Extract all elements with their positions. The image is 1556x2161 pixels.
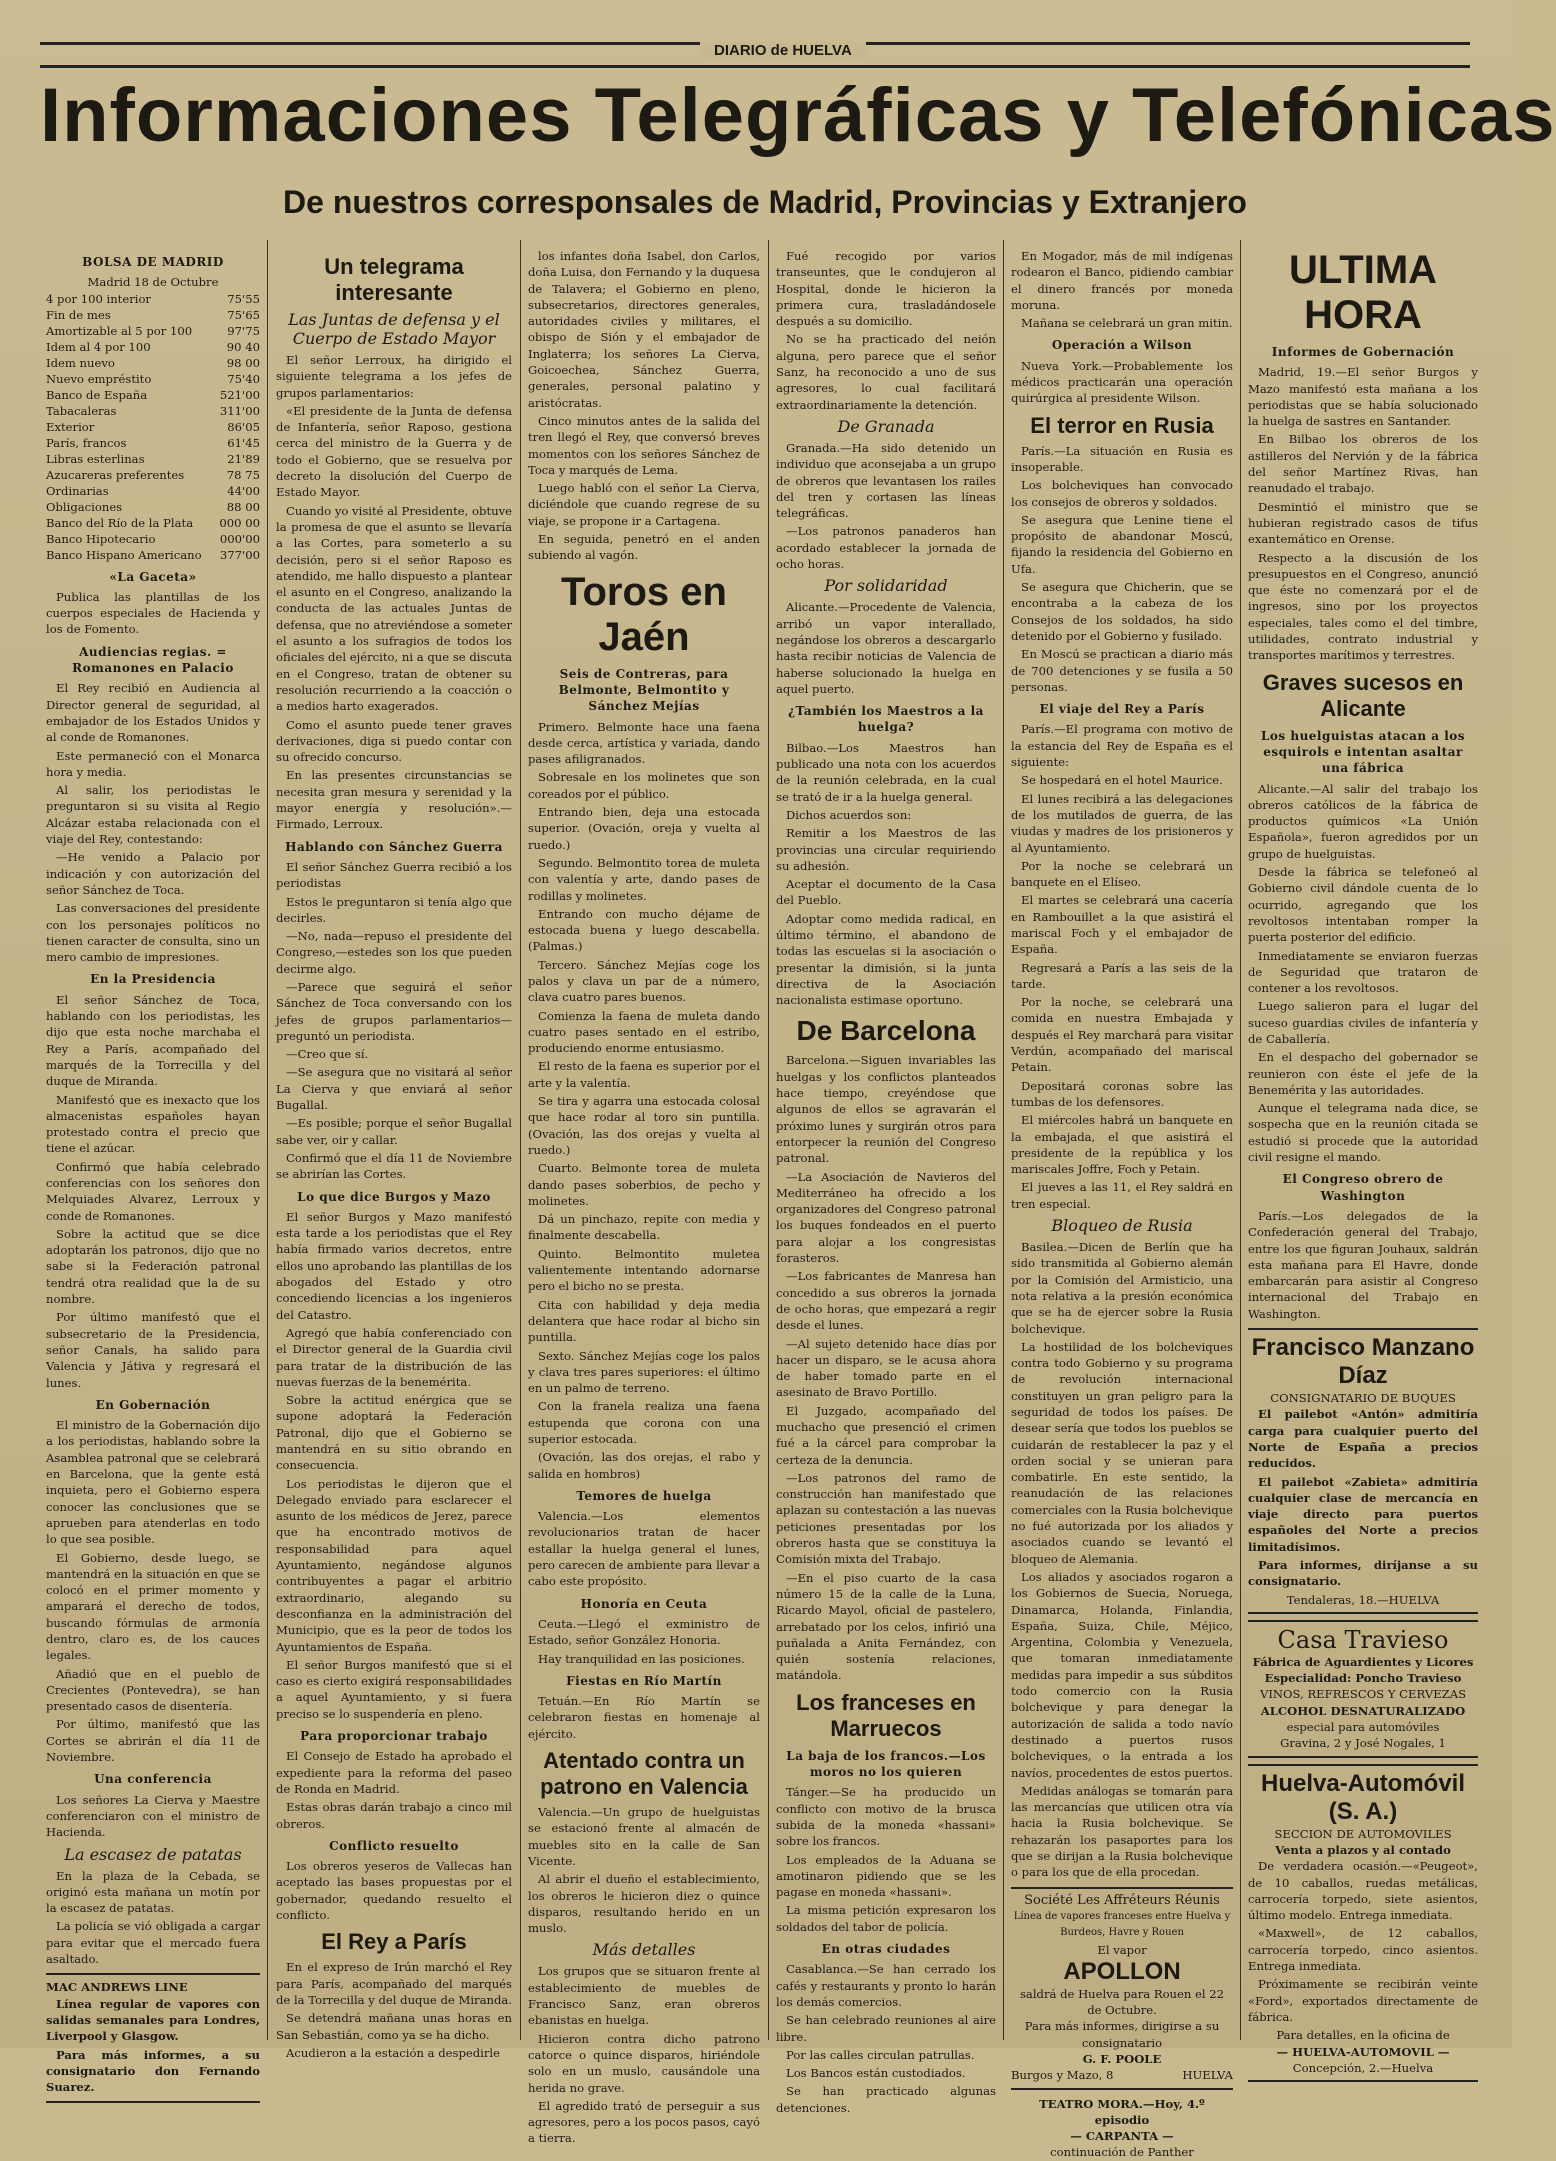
paragraph: El señor Lerroux, ha dirigido el siguiente telegrama a los jefes de grupos parlamentarios: [276, 353, 512, 400]
paragraph: No se ha practicado del neión alguna, pero parece que el señor Sanz, ha reconocido a uno de sus agresores, lo cual facilitará extraordinariamente la detención. [776, 332, 996, 412]
article-subheadline: Los huelguistas atacan a los esquirols e intentan asaltar una fábrica [1260, 728, 1466, 776]
quote-value: 86'05 [227, 419, 260, 434]
article-headline: De Barcelona [796, 1015, 976, 1047]
paragraph: los infantes doña Isabel, don Carlos, doña Luisa, don Fernando y la duquesa de Talavera; el Gobierno en pleno, subsecretarios, directores generales, autoridades civiles y militares, el obispo de Sión y el embajador de Inglaterra; los señores La Cierva, Goicoechea, Sánchez Guerra, generales, personal palatino y aristócratas. [528, 249, 760, 410]
paragraph: En el despacho del gobernador se reunieron con éste el jefe de la Benemérita y las autoridades. [1248, 1050, 1478, 1097]
quote-value: 78 75 [226, 467, 260, 482]
paragraph: Los Bancos están custodiados. [786, 2066, 966, 2081]
paragraph: Mañana se celebrará un gran mitin. [1021, 316, 1233, 331]
advertisement [1011, 1887, 1233, 2090]
paragraph: Línea regular de vapores con salidas semanales para Londres, Liverpool y Glasgow. [46, 1996, 260, 2044]
page-subheadline: De nuestros corresponsales de Madrid, Provincias y Extranjero [283, 184, 1247, 220]
paragraph: El jueves a las 11, el Rey saldrá en tren especial. [1011, 1180, 1233, 1211]
paragraph: Los obreros yeseros de Vallecas han aceptado las bases propuestas por el gobernador, quedando resuelto el conflicto. [276, 1859, 512, 1923]
paragraph: En seguida, penetró en el anden subiendo al vagón. [528, 532, 760, 563]
ad-city: HUELVA [1182, 2068, 1233, 2083]
quote-value: 311'00 [219, 403, 260, 418]
quote-label: Banco Hipotecario [46, 531, 156, 546]
dateline: Madrid 18 de Octubre [87, 275, 219, 290]
stock-quotes-table [46, 291, 260, 563]
ad-line: Fábrica de Aguardientes y Licores [1252, 1654, 1474, 1669]
quote-value: 75'55 [227, 291, 260, 306]
paragraph: Respecto a la discusión de los presupuestos en el Congreso, anunció que éste no comenzará por el de ingresos, sino por los proyectos especiales, tales como el del timbre, utilidades, contrato industrial y transportes marítimos y terrestres. [1248, 550, 1478, 663]
paragraph: Comienza la faena de muleta dando cuatro pases sentado en el estribo, produciendo enorme entusiasmo. [528, 1008, 760, 1056]
ad-agent: G. F. POOLE [1082, 2051, 1162, 2066]
ad-title: Francisco Manzano Díaz [1251, 1334, 1475, 1390]
quote-row [46, 419, 260, 435]
section-title: Audiencias regias. = Romanones en Palacio [72, 644, 234, 676]
paragraph: El pailebot «Zabieta» admitiría cualquier clase de mercancía en viaje directo para puertos españoles del Norte a precios limitadísimos. [1248, 1474, 1478, 1554]
paragraph: Manifestó que es inexacto que los almacenistas españoles hayan protestado contra el precio que tiene el azúcar. [46, 1092, 260, 1156]
article-headline: Los franceses en Marruecos [796, 1689, 976, 1741]
ad-line: Gravina, 2 y José Nogales, 1 [1280, 1736, 1446, 1751]
quote-value: 90 40 [226, 339, 260, 354]
paragraph: —Parece que seguirá el señor Sánchez de Toca conversando con los jefes de grupos parlamentarios—preguntó un periodista. [276, 979, 512, 1043]
paragraph: Dichos acuerdos son: [786, 807, 912, 822]
section-title: Más detalles [592, 1940, 696, 1960]
quote-row [46, 323, 260, 339]
section-title: La escasez de patatas [64, 1844, 242, 1864]
section-title: En Gobernación [95, 1397, 211, 1412]
paragraph: Los grupos que se situaron frente al establecimiento de muebles de Francisco Sanz, eran obreros ebanistas en huelga. [528, 1964, 760, 2028]
ad-line: Société Les Affréteurs Réunis [1024, 1892, 1220, 1908]
paragraph: Sobre la actitud que se dice adoptarán los patronos, dijo que no sabe si la Federación patronal tendrá otra realidad que la de su nombre. [46, 1226, 260, 1307]
section-title: Temores de huelga [576, 1488, 712, 1503]
paragraph: —En el piso cuarto de la casa número 15 de la calle de la Luna, Ricardo Mayol, oficial de pastelero, arrebatado por los celos, infirió una puñalada a Anita Fernández, con quién sostenía relaciones, matándola. [776, 1570, 996, 1683]
paragraph: El Juzgado, acompañado del muchacho que presenció el crimen fué a la cárcel para comprobar la certeza de la denuncia. [776, 1403, 996, 1467]
article-headline: El terror en Rusia [1030, 412, 1214, 438]
paragraph: La misma petición expresaron los soldados del tabor de policía. [776, 1903, 996, 1934]
quote-label: Nuevo empréstito [46, 371, 152, 386]
paragraph: Depositará coronas sobre las tumbas de los defensores. [1011, 1078, 1233, 1109]
section-title: El Congreso obrero de Washington [1282, 1172, 1444, 1203]
paragraph: Por último, manifestó que las Cortes se abrirán el día 11 de Noviembre. [46, 1717, 260, 1765]
advertisement [1248, 1764, 1478, 2082]
quote-label: París, francos [46, 435, 127, 450]
paragraph: Madrid, 19.—El señor Burgos y Mazo manifestó esta mañana a los periodistas que se había solucionado la huelga de sastres en Santander. [1248, 365, 1478, 429]
paragraph: El señor Burgos y Mazo manifestó esta tarde a los periodistas que el Rey había firmado varios decretos, entre ellos uno aprobando las plantillas de los abogados del Estado y otro concediendo licencias a los ingenieros del Catastro. [276, 1209, 512, 1322]
column-2 [276, 248, 512, 2060]
paragraph: El señor Sánchez de Toca, hablando con los periodistas, les dijo que esta noche marchaba el Rey a París, acompañado del marqués de la Torrecilla y del duque de Miranda. [46, 992, 260, 1089]
paragraph: París.—Los delegados de la Confederación general del Trabajo, entre los que figuran Jouhaux, saldrán esta mañana para El Havre, donde embarcarán para asistir al Congreso internacional del Trabajo en Washington. [1248, 1208, 1478, 1321]
paragraph: —He venido a Palacio por indicación y con autorización del señor Sánchez de Toca. [46, 850, 260, 897]
paragraph: Los periodistas le dijeron que el Delegado enviado para esclarecer el asunto de los médicos de Jerez, parece que ha encontrado motivos de responsabilidad para aquel Ayuntamiento, negándose algunos contribuyentes a pagar el arbitrio extraordinario, alegando su desconfianza en la administración del Municipio, que es la peor de todos los Ayuntamientos de España. [276, 1476, 512, 1654]
quote-label: 4 por 100 interior [46, 291, 151, 306]
paragraph: Se han celebrado reuniones al aire libre. [776, 2013, 996, 2044]
paragraph: El pailebot «Antón» admitiría carga para cualquier puerto del Norte de España a precios reducidos. [1248, 1407, 1478, 1471]
quote-value: 000 00 [219, 515, 260, 530]
article-headline: Graves sucesos en Alicante [1262, 669, 1464, 721]
paragraph: Entrando con mucho déjame de estocada buena y luego descabella. (Palmas.) [528, 906, 760, 954]
paragraph: «Maxwell», de 12 caballos, carrocería torpedo, cinco asientos. Entrega inmediata. [1248, 1926, 1478, 1974]
paragraph: Por último manifestó que el subsecretario de la Presidencia, señor Canals, ha salido para Valencia y Játiva y regresará el lunes. [46, 1310, 260, 1390]
theatre-line: continuación de Panther [1050, 2145, 1194, 2160]
paragraph: Los aliados y asociados rogaron a los Gobiernos de Suecia, Noruega, Dinamarca, Holanda, Finlandia, España, Suiza, Chile, Méjico, Argentina, Colombia y Venezuela, que tomaran inmediatamente medidas para impedir a sus súbditos todo comercio con la Rusia bolchevique y para denegar la autorización de salida a todo navío destinado a puertos rusos bolcheviques, o la entrada a los navíos, procedentes de estos puertos. [1011, 1569, 1233, 1780]
ad-ship-name: APOLLON [1063, 1957, 1181, 1985]
ad-line: SECCION DE AUTOMOVILES [1274, 1826, 1452, 1841]
paragraph: —Al sujeto detenido hace días por hacer un disparo, se le acusa ahora de haber tomado parte en el asesinato de Bravo Portillo. [776, 1336, 996, 1400]
paragraph: La hostilidad de los bolcheviques contra todo Gobierno y su programa de revolución internacional constituyen un gran peligro para la seguridad de todos los países. De desear sería que todos los pueblos se cuidarán de restablecer la paz y el orden social y se unieran para combatirle. En este sentido, la reanudación de las relaciones comerciales con la Rusia bolchevique no fué autorizada por los aliados y asociados cuando se levantó el bloqueo de Alemania. [1011, 1339, 1233, 1566]
paragraph: Aceptar el documento de la Casa del Pueblo. [776, 877, 996, 908]
paragraph: Para informes, diríjanse a su consignatario. [1248, 1558, 1478, 1589]
paragraph: Hay tranquilidad en las posiciones. [538, 1651, 745, 1666]
paragraph: El resto de la faena es superior por el arte y la valentía. [528, 1059, 760, 1090]
running-header [40, 42, 1470, 68]
paragraph: Fué recogido por varios transeuntes, que le condujeron al Hospital, donde le hicieron la primera cura, trasladándosele después a su domicilio. [776, 249, 996, 329]
paragraph: Agregó que había conferenciado con el Director general de la Guardia civil para tratar de la distribución de las nuevas fuerzas de la benemérita. [276, 1325, 512, 1389]
paragraph: Con la franela realiza una faena estupenda que corona con una superior estocada. [528, 1399, 760, 1446]
section-title: Bloqueo de Rusia [1051, 1216, 1193, 1236]
paragraph: Los señores La Cierva y Maestre conferenciaron con el ministro de Hacienda. [46, 1792, 260, 1840]
advertisement [46, 1973, 260, 2103]
paragraph: Al salir, los periodistas le preguntaron si su visita al Regio Alcázar estaba relacionada con el viaje del Rey, contestando: [46, 783, 260, 847]
theatre-line: TEATRO MORA.—Hoy, 4.º episodio [1039, 2096, 1205, 2127]
quote-label: Idem al 4 por 100 [46, 339, 151, 354]
paragraph: —Se asegura que no visitará al señor La Cierva y que enviará al señor Bugallal. [276, 1065, 512, 1113]
paragraph: Confirmó que había celebrado conferencias con los señores don Melquiades Alvarez, Lerroux y conde de Romanones. [46, 1159, 260, 1223]
paragraph: Sexto. Sánchez Mejías coge los palos y clava tres pares superiores: el último en un palmo de terreno. [528, 1348, 760, 1396]
paragraph: Desde la fábrica se telefoneó al Gobierno civil dándole cuenta de lo ocurrido, agregando que los revoltosos intentaban romper la puerta posterior del edificio. [1248, 865, 1478, 945]
section-title: En la Presidencia [90, 972, 216, 987]
ad-line: especial para automóviles [1286, 1720, 1440, 1735]
article-headline: Un telegrama interesante [324, 254, 464, 305]
quote-row [46, 515, 260, 531]
paragraph: Se asegura que Chicherin, que se encontraba a la cabeza de los Consejos de los soldados, ha sido detenido por el Gobierno y fusilado. [1011, 580, 1233, 643]
column-6 [1248, 248, 1478, 2075]
quote-value: 75'65 [227, 307, 260, 322]
paragraph: Alicante.—Procedente de Valencia, arribó un vapor interallado, negándose los obreros a descargarlo hasta recibir noticias de Valencia de haberse solucionado la huelga en aquel puerto. [776, 600, 996, 696]
quote-row [46, 499, 260, 515]
paragraph: Quinto. Belmontito muletea valientemente intentando adornarse pero el bicho no se presta. [528, 1246, 760, 1294]
section-title: Operación a Wilson [1051, 338, 1193, 353]
paragraph: Granada.—Ha sido detenido un individuo que aconsejaba a un grupo de obreros que levantasen los railes del tren y cortasen las líneas telegráficas. [776, 440, 996, 521]
section-title: Para proporcionar trabajo [300, 1729, 488, 1744]
section-title: Hablando con Sánchez Guerra [285, 839, 503, 854]
paragraph: El señor Sánchez Guerra recibió a los periodistas [276, 859, 512, 891]
quote-value: 61'45 [227, 435, 260, 450]
paragraph: El agredido trató de perseguir a sus agresores, pero a los pocos pasos, cayó a tierra. [528, 2098, 760, 2146]
paragraph: Las conversaciones del presidente con los personajes políticos no tienen caracter de consulta, sino un mero cambio de impresiones. [46, 901, 260, 965]
paragraph: Se detendrá mañana unas horas en San Sebastián, como ya se ha dicho. [276, 2011, 512, 2042]
paragraph: Por la noche se celebrará un banquete en el Elíseo. [1011, 858, 1233, 890]
ultima-hora-headline: ULTIMA HORA [1288, 248, 1438, 337]
quote-label: Banco de España [46, 387, 148, 402]
quote-label: Exterior [46, 419, 95, 434]
paragraph: Se hospedará en el hotel Maurice. [1021, 773, 1223, 788]
quote-row [46, 435, 260, 451]
quote-value: 000'00 [219, 531, 260, 546]
paragraph: Sobresale en los molinetes que son coreados por el público. [528, 770, 760, 801]
section-title: Fiestas en Río Martín [566, 1673, 722, 1688]
ad-title: Huelva-Automóvil (S. A.) [1260, 1769, 1466, 1825]
paragraph: El lunes recibirá a las delegaciones de los mutilados de guerra, de las viudas y madres de los prisioneros y al Ayuntamiento. [1011, 791, 1233, 855]
paragraph: París.—El programa con motivo de la estancia del Rey de España es el siguiente: [1011, 722, 1233, 770]
paragraph: —Los fabricantes de Manresa han concedido a sus obreros la jornada de ocho horas, que empezará a regir desde el lunes. [776, 1269, 996, 1333]
paragraph: Regresará a París a las seis de la tarde. [1011, 960, 1233, 991]
section-title: Conflicto resuelto [329, 1838, 459, 1853]
paragraph: Cuarto. Belmonte torea de muleta dando pases soberbios, de pecho y molinetes. [528, 1161, 760, 1208]
ad-address: Burgos y Mazo, 8 [1011, 2068, 1114, 2083]
ad-line: Línea de vapores franceses entre Huelva y Burdeos, Havre y Rouen [1013, 1910, 1231, 1939]
running-title: DIARIO de HUELVA [700, 42, 866, 59]
column-rule [267, 240, 268, 2040]
quote-value: 377'00 [219, 547, 260, 562]
paragraph: Al abrir el dueño el establecimiento, los obreros le hicieron diez o quince disparos, resultando herido en un muslo. [528, 1872, 760, 1936]
ad-line: Especialidad: Poncho Travieso [1264, 1671, 1462, 1686]
paragraph: Hicieron contra dicho patrono catorce o quince disparos, hiriéndole solo en un muslo, causándole una herida no grave. [528, 2031, 760, 2095]
paragraph: Cuando yo visité al Presidente, obtuve la promesa de que el asunto se llevaría a las Cortes, para someterlo a su decisión, pero si el señor Raposo es atendido, me hallo dispuesto a plantear el asunto en el Congreso, analizando la conducta de las actuales Juntas de defensa, que no atreviéndose a someter el asunto a los sufragios de todos los oficiales del ejército, ni a que se discuta en el Congreso, tratan de obtener su resolución recurriendo a la coacción o a medios harto exagerados. [276, 503, 512, 714]
quote-row [46, 355, 260, 371]
paragraph: En el expreso de Irún marchó el Rey para París, acompañado del marqués de la Torrecilla y del duque de Miranda. [276, 1960, 512, 2007]
section-title: Una conferencia [94, 1772, 212, 1787]
ad-title: Casa Travieso [1277, 1625, 1449, 1654]
paragraph: Cinco minutos antes de la salida del tren llegó el Rey, que conversó breves momentos con los señores Sánchez de Toca y marqués de Lema. [528, 413, 760, 477]
quote-row [46, 339, 260, 355]
paragraph: Primero. Belmonte hace una faena desde cerca, artística y variada, dando pases afiligranados. [528, 719, 760, 767]
paragraph: El ministro de la Gobernación dijo a los periodistas, hablando sobre la Asamblea patronal que se celebrará en Barcelona, que la gente está inquieta, pero el Gobierno espera conocer las conclusiones que se aprueben para atenderlas en todo lo que sea posible. [46, 1418, 260, 1547]
advertisement [1248, 1328, 1478, 1614]
paragraph: Estos le preguntaron si tenía algo que decirles. [276, 894, 512, 925]
paragraph: Se han practicado algunas detenciones. [776, 2084, 996, 2115]
paragraph: Tetuán.—En Río Martín se celebraron fiestas en homenaje al ejército. [528, 1694, 760, 1741]
quote-value: 88 00 [226, 499, 260, 514]
ad-line: Concepción, 2.—Huelva [1292, 2060, 1434, 2075]
quote-row [46, 307, 260, 323]
paragraph: Como el asunto puede tener graves derivaciones, diga si puedo contar con su ofrecido concurso. [276, 717, 512, 765]
paragraph: Sobre la actitud enérgica que se supone adoptará la Federación Patronal, dijo que el Gobierno se mantendrá en su sitio obrando en consecuencia. [276, 1393, 512, 1473]
paragraph: Casablanca.—Se han cerrado los cafés y restaurants y pronto lo harán los demás comercios. [776, 1962, 996, 2009]
paragraph: Tercero. Sánchez Mejías coge los palos y clava un par de a número, clava cuatro pares buenos. [528, 957, 760, 1005]
paragraph: En la plaza de la Cebada, se originó esta mañana un motín por la escasez de patatas. [46, 1868, 260, 1916]
paragraph: Nueva York.—Probablemente los médicos practicarán una operación quirúrgica al presidente Wilson. [1011, 358, 1233, 406]
column-rule [520, 240, 521, 2040]
paragraph: Barcelona.—Siguen invariables las huelgas y los conflictos planteados hace tiempo, creyéndose que algunos de ellos se agravarán el próximo lunes y surgirán otros para entorpecer la reunión del Congreso patronal. [776, 1053, 996, 1166]
section-title: Lo que dice Burgos y Mazo [297, 1189, 491, 1204]
paragraph: Luego habló con el señor La Cierva, diciéndole que cuando regrese de su viaje, se propone ir a Cartagena. [528, 481, 760, 528]
paragraph: Estas obras darán trabajo a cinco mil obreros. [276, 1800, 512, 1831]
ad-line: saldrá de Huelva para Rouen el 22 de Octubre. [1019, 1986, 1225, 2018]
article-subheadline: Seis de Contreras, para Belmonte, Belmontito y Sánchez Mejías [558, 666, 730, 714]
paragraph: El Gobierno, desde luego, se mantendrá en la situación en que se colocó en el primer momento y amparará el derecho de todos, buscando fórmulas de armonía dentro, claro es, de los cauces legales. [46, 1550, 260, 1663]
paragraph: El Rey recibió en Audiencia al Director general de seguridad, al embajador de los Estados Unidos y al conde de Romanones. [46, 681, 260, 745]
paragraph: Valencia.—Los elementos revolucionarios tratan de hacer estallar la huelga general el lunes, pero carecen de ambiente para llevar a cabo este propósito. [528, 1509, 760, 1589]
paragraph: Desmintió el ministro que se hubieran registrado casos de tifus exantemático en Orense. [1248, 499, 1478, 547]
paragraph: El miércoles habrá un banquete en la embajada, el que asistirá el presidente de la república y los mariscales Joffre, Foch y Petain. [1011, 1113, 1233, 1177]
ad-line: Para más informes, dirigirse a su consignatario [1024, 2019, 1220, 2050]
paragraph: —Los patronos del ramo de construcción han manifestado que aplazan su contestación a las nuevas peticiones presentadas por los obreros hasta que se constituya la Comisión mixta del Trabajo. [776, 1470, 996, 1567]
page-headline: Informaciones Telegráficas y Telefónicas [40, 73, 1556, 158]
ad-line: — HUELVA-AUTOMOVIL — [1276, 2044, 1450, 2059]
paragraph: La policía se vió obligada a cargar para evitar que el mercado fuera asaltado. [46, 1919, 260, 1967]
quote-label: Banco del Río de la Plata [46, 515, 194, 530]
paragraph: (Ovación, las dos orejas, el rabo y salida en hombros) [528, 1450, 760, 1481]
quote-label: Azucareras preferentes [46, 467, 185, 482]
quote-label: Banco Hispano Americano [46, 547, 202, 562]
paragraph: El señor Burgos manifestó que si el caso es cierto exigirá responsabilidades a aquel Ayuntamiento, y si fuera preciso se lo suspendería en pleno. [276, 1657, 512, 1721]
paragraph: Alicante.—Al salir del trabajo los obreros católicos de la fábrica de productos químicos «La Unión Española», fueron agredidos por un grupo de huelguistas. [1248, 781, 1478, 861]
quote-row [46, 531, 260, 547]
quote-value: 21'89 [227, 451, 260, 466]
paragraph: Este permaneció con el Monarca hora y media. [46, 748, 260, 779]
quote-row [46, 547, 260, 563]
paragraph: El Consejo de Estado ha aprobado el expediente para la reforma del paseo de Ronda en Madrid. [276, 1749, 512, 1796]
quote-label: Libras esterlinas [46, 451, 145, 466]
section-title: Por solidaridad [824, 576, 948, 596]
quote-label: Obligaciones [46, 499, 123, 514]
ad-address-row [1011, 2067, 1233, 2083]
column-4 [776, 248, 996, 2115]
ad-line: CONSIGNATARIO DE BUQUES [1270, 1391, 1456, 1406]
quote-label: Amortizable al 5 por 100 [46, 323, 193, 338]
section-title: Informes de Gobernación [1271, 345, 1455, 359]
ad-line: Tendaleras, 18.—HUELVA [1286, 1592, 1440, 1607]
paragraph: —No, nada—repuso el presidente del Congreso,—estedes son los que pueden decirme algo. [276, 929, 512, 976]
quote-row [46, 467, 260, 483]
article-headline: Toros en Jaén [561, 569, 727, 659]
paragraph: El martes se celebrará una cacería en Rambouillet a la que asistirá el mariscal Foch y el embajador de España. [1011, 893, 1233, 957]
theatre-line: — CARPANTA — [1070, 2129, 1174, 2144]
paragraph: Añadió que en el pueblo de Crecientes (Pontevedra), se han presentado casos de disentería. [46, 1666, 260, 1714]
paragraph: Medidas análogas se tomarán para las mercancías que utilicen otra vía hacia la Rusia bolchevique. Se rehazarán los pasaportes para los que se dirijan a la Rusia bolchevique o para los que de ella procedan. [1011, 1783, 1233, 1880]
paragraph: Segundo. Belmontito torea de muleta con valentía y arte, dando pases de rodillas y molinetes. [528, 855, 760, 903]
ad-line: VINOS, REFRESCOS Y CERVEZAS [1259, 1687, 1467, 1702]
paragraph: Por la noche, se celebrará una comida en nuestra Embajada y después el Rey marchará para visitar Verdún, acompañado del mariscal Petain. [1011, 995, 1233, 1075]
quote-value: 521'00 [219, 387, 260, 402]
section-title: En otras ciudades [821, 1942, 951, 1957]
quote-label: Tabacaleras [46, 403, 117, 418]
section-title: De Granada [837, 416, 935, 436]
paragraph: —Creo que sí. [286, 1047, 369, 1062]
paragraph: Remitir a los Maestros de las provincias una circular requiriendo su adhesión. [776, 826, 996, 873]
column-1 [46, 248, 260, 2095]
paragraph: —Los patronos panaderos han acordado establecer la jornada de ocho horas. [776, 524, 996, 572]
paragraph: En las presentes circunstancias se necesita gran mesura y serenidad y la mayor energía y resolución».—Firmado, Lerroux. [276, 768, 512, 832]
paragraph: Los empleados de la Aduana se amotinaron pidiendo que se les pagase en moneda «hassani». [776, 1852, 996, 1900]
advertisement [1248, 1620, 1478, 1758]
quote-label: Ordinarias [46, 483, 109, 498]
ad-line: Para detalles, en la oficina de [1276, 2028, 1450, 2043]
paragraph: Bilbao.—Los Maestros han publicado una nota con los acuerdos de la reunión celebrada, en la cual se trató de ir a la huelga general. [776, 740, 996, 804]
paragraph: Tánger.—Se ha producido un conflicto con motivo de la brusca subida de la moneda «hassani» sobre los francos. [776, 1785, 996, 1849]
section-title: El viaje del Rey a París [1039, 702, 1205, 717]
section-title: «La Gaceta» [109, 569, 197, 584]
ad-title: MAC ANDREWS LINE [46, 1980, 188, 1995]
quote-row [46, 387, 260, 403]
paragraph: Próximamente se recibirán veinte «Ford», exportados directamente de fábrica. [1248, 1977, 1478, 2024]
paragraph: Acudieron a la estación a despedirle [286, 2045, 500, 2060]
article-headline: El Rey a París [321, 1929, 467, 1955]
paragraph: Los bolcheviques han convocado los consejos de obreros y soldados. [1011, 478, 1233, 509]
paragraph: Valencia.—Un grupo de huelguistas se estacionó frente al almacén de muebles sito en la calle de San Vicente. [528, 1805, 760, 1868]
quote-row [46, 403, 260, 419]
quote-value: 98 00 [226, 355, 260, 370]
column-rule [768, 240, 769, 2040]
quote-label: Fin de mes [46, 307, 111, 322]
paragraph: París.—La situación en Rusia es insoperable. [1011, 443, 1233, 474]
quote-value: 75'40 [227, 371, 260, 386]
paragraph: Adoptar como medida radical, en último término, el abandono de todas las escuelas si la asociación o presentar la dimisión, si la junta directiva de la Asociación nacionalista estimase oportuno. [776, 911, 996, 1008]
article-subheadline: Las Juntas de defensa y el Cuerpo de Estado Mayor [288, 310, 500, 348]
paragraph: Dá un pinchazo, repite con media y finalmente descabella. [528, 1212, 760, 1243]
ad-line: ALCOHOL DESNATURALIZADO [1260, 1703, 1466, 1718]
paragraph: Luego salieron para el lugar del suceso guardias civiles de infantería y de Caballería. [1248, 999, 1478, 1046]
article-headline: Atentado contra un patrono en Valencia [540, 1748, 748, 1800]
quote-row [46, 371, 260, 387]
article-subheadline: La baja de los francos.—Los moros no los quieren [786, 1748, 986, 1780]
paragraph: Ceuta.—Llegó el exministro de Estado, señor González Honoria. [528, 1616, 760, 1648]
quote-row [46, 483, 260, 499]
paragraph: Entrando bien, deja una estocada superior. (Ovación, oreja y vuelta al ruedo.) [528, 805, 760, 852]
quote-row [46, 291, 260, 307]
paragraph: Inmediatamente se enviaron fuerzas de Seguridad que trataron de contener a los revoltosos. [1248, 948, 1478, 996]
section-title: ¿También los Maestros a la huelga? [788, 704, 984, 735]
ad-line: El vapor [1097, 1942, 1147, 1957]
section-title: Honoría en Ceuta [580, 1596, 708, 1611]
paragraph: Por las calles circulan patrullas. [786, 2047, 975, 2062]
quote-value: 44'00 [227, 483, 260, 498]
column-5 [1011, 248, 1233, 2160]
paragraph: En Mogador, más de mil indígenas rodearon el Banco, pidiendo cambiar el dinero francés por moneda moruna. [1011, 249, 1233, 312]
column-rule [1003, 240, 1004, 2040]
section-title: BOLSA DE MADRID [82, 255, 224, 269]
column-3 [528, 248, 760, 2146]
paragraph: Para más informes, a su consignatario don Fernando Suarez. [46, 2047, 260, 2095]
quote-value: 97'75 [227, 323, 260, 338]
quote-row [46, 451, 260, 467]
paragraph: —Es posible; porque el señor Bugallal sabe ver, oir y callar. [276, 1116, 512, 1147]
paragraph: En Bilbao los obreros de los astilleros del Nervión y de la fábrica del señor Martínez Rivas, han reanudado el trabajo. [1248, 432, 1478, 496]
quote-label: Idem nuevo [46, 355, 115, 370]
paragraph: Publica las plantillas de los cuerpos especiales de Hacienda y los de Fomento. [46, 589, 260, 637]
paragraph: «El presidente de la Junta de defensa de Infantería, señor Raposo, gestiona cerca del ministro de la Guerra y de todo el Gobierno, que se resuelva por decreto la disolución del Cuerpo de Estado Mayor. [276, 403, 512, 500]
paragraph: Aunque el telegrama nada dice, se sospecha que en la reunión citada se estudió si procede que la autoridad civil resigne el mando. [1248, 1101, 1478, 1165]
paragraph: —La Asociación de Navieros del Mediterráneo ha ofrecido a los organizadores del Congreso patronal los buques fondeados en el puerto para alojar a los congresistas forasteros. [776, 1169, 996, 1266]
paragraph: Confirmó que el día 11 de Noviembre se abrirían las Cortes. [276, 1150, 512, 1182]
paragraph: Se asegura que Lenine tiene el propósito de abandonar Moscú, fijando la residencia del Gobierno en Ufa. [1011, 512, 1233, 576]
ad-line: Venta a plazos y al contado [1275, 1842, 1451, 1857]
paragraph: De verdadera ocasión.—«Peugeot», de 10 caballos, ruedas metálicas, carrocería torpedo, siete asientos, último modelo. Entrega inmediata. [1248, 1859, 1478, 1923]
paragraph: En Moscú se practican a diario más de 700 detenciones y se fusila a 50 personas. [1011, 647, 1233, 694]
paragraph: Basilea.—Dicen de Berlín que ha sido transmitida al Gobierno alemán por la Comisión del Armisticio, una nota relativa a la presión económica que se ha de ejercer sobre la Rusia bolchevique. [1011, 1240, 1233, 1336]
column-rule [1240, 240, 1241, 2040]
paragraph: Se tira y agarra una estocada colosal que hace rodar al toro sin puntilla. (Ovación, las dos orejas y vuelta al ruedo.) [528, 1094, 760, 1157]
paragraph: Cita con habilidad y deja media delantera que hace rodar al bicho sin puntilla. [528, 1297, 760, 1345]
